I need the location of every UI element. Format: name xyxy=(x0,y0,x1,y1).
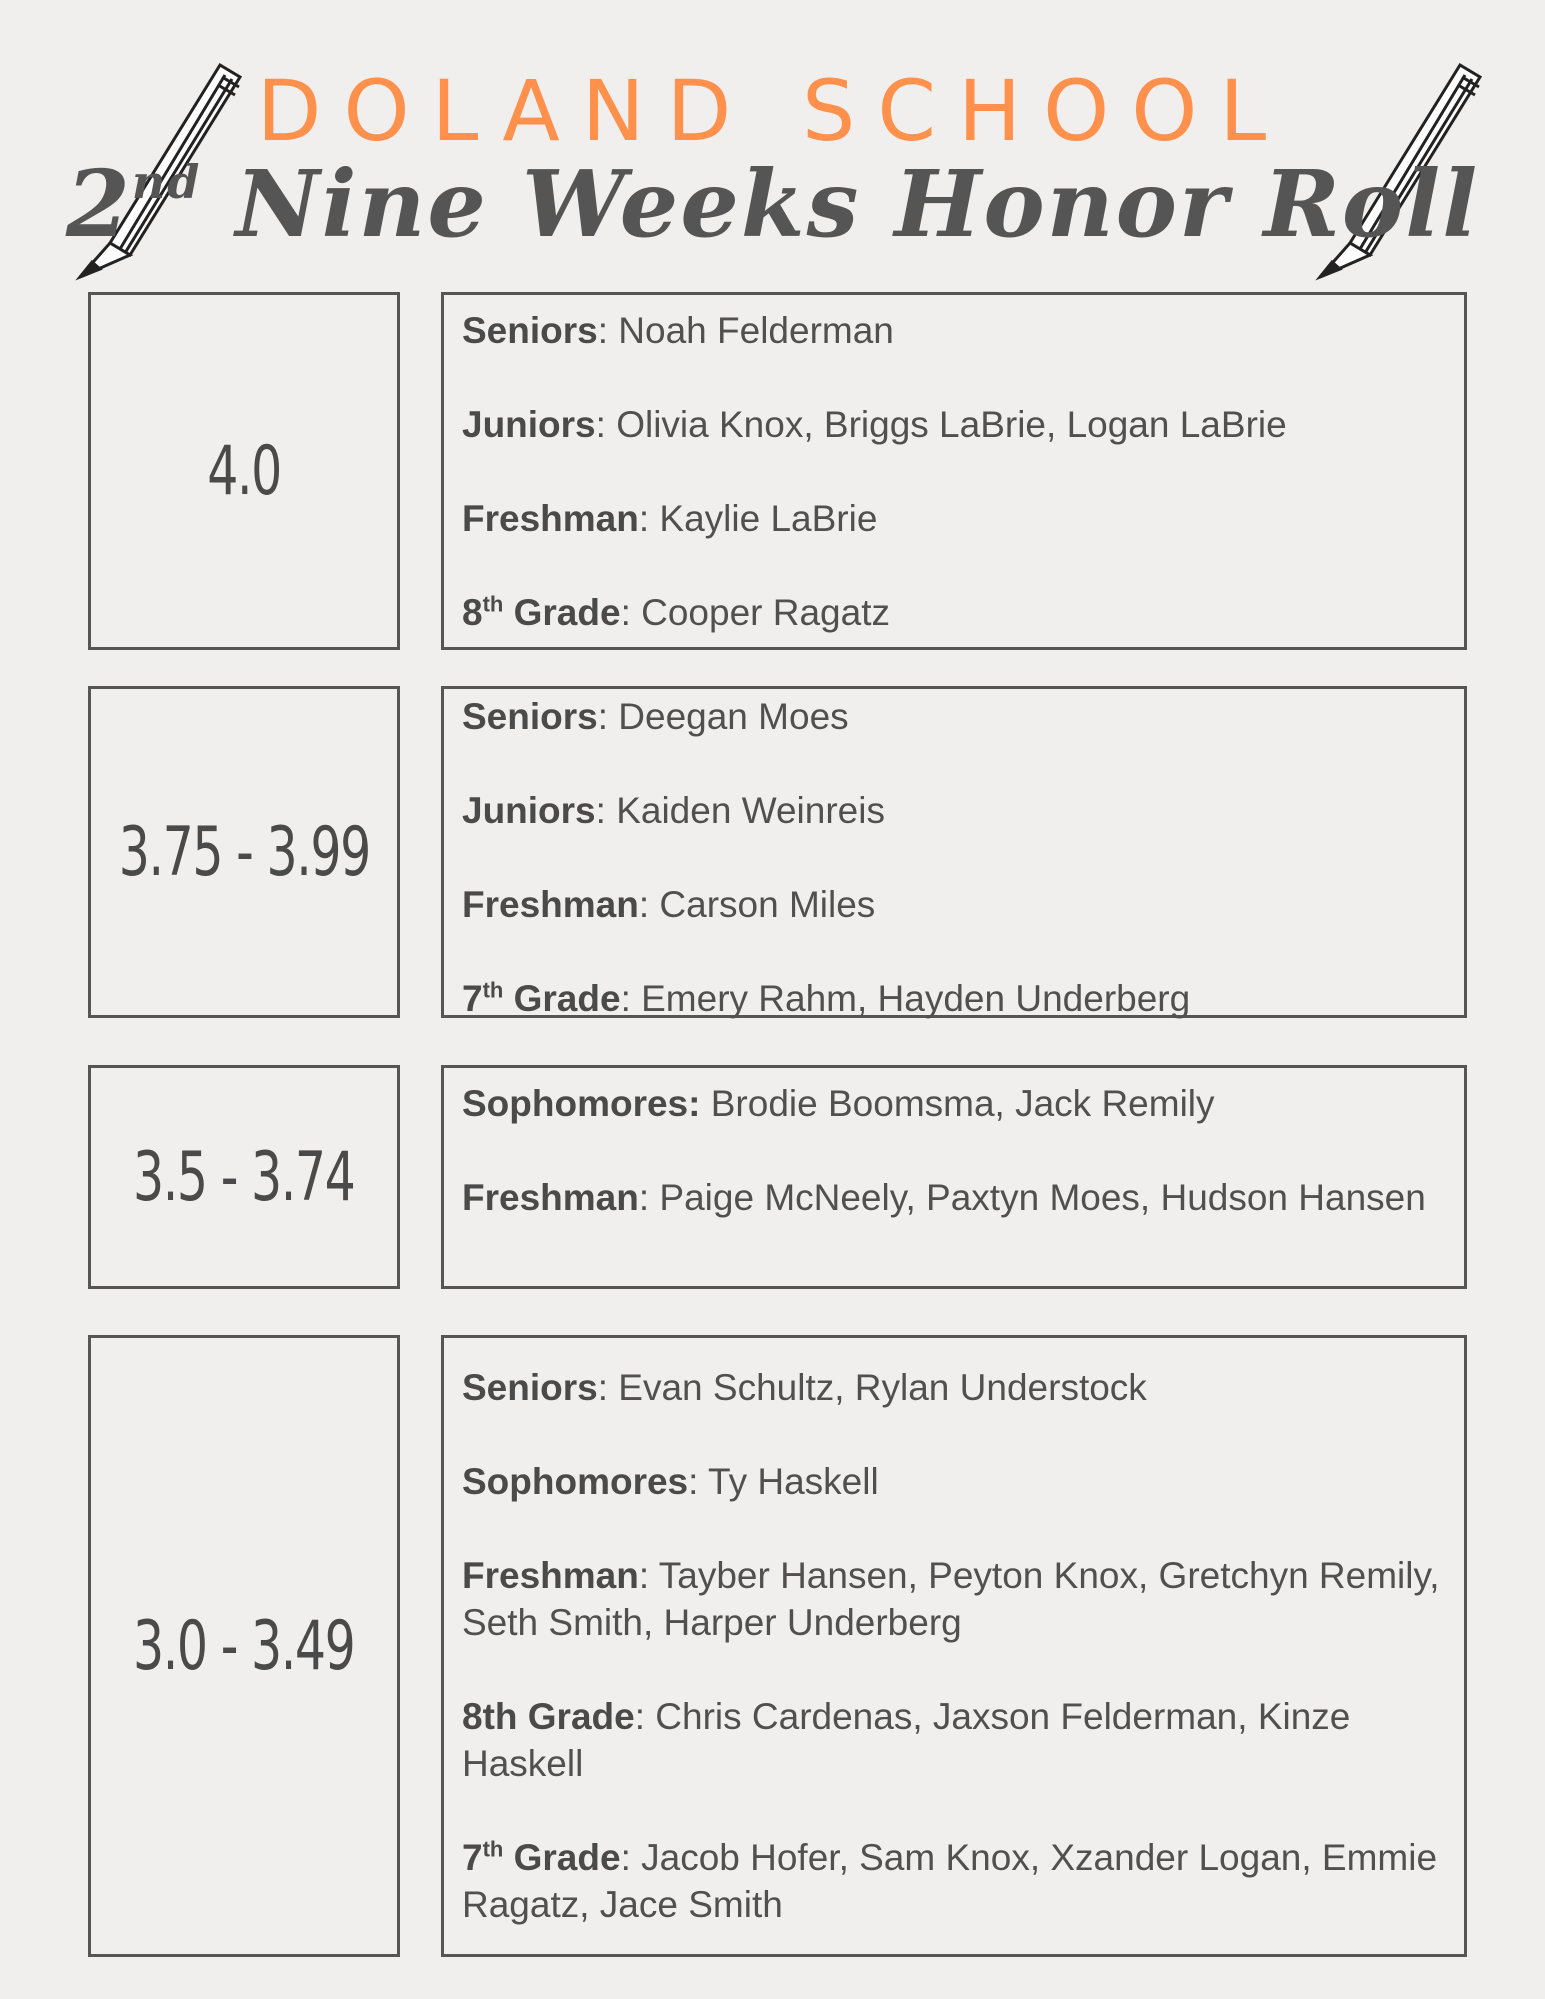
names-box-4-0 xyxy=(441,292,1467,650)
group-seniors: Seniors: Evan Schultz, Rylan Understock xyxy=(462,1367,1147,1408)
names-box-3-5 xyxy=(441,1065,1467,1289)
group-label-sup: th xyxy=(482,977,504,1003)
title-ordinal: 2 xyxy=(65,150,132,258)
group-label: Freshman xyxy=(462,1555,639,1596)
gpa-label: 3.0 - 3.49 xyxy=(133,1606,355,1686)
group-7th-grade: 7th Grade: Jacob Hofer, Sam Knox, Xzander Logan, Emmie Ragatz, Jace Smith xyxy=(462,1836,1438,1925)
group-freshman: Freshman: Paige McNeely, Paxtyn Moes, Hudson Hansen xyxy=(462,1177,1426,1218)
group-names: Carson Miles xyxy=(659,884,876,925)
group-names: Evan Schultz, Rylan Understock xyxy=(618,1367,1147,1408)
group-label: 7 xyxy=(462,1837,483,1878)
gpa-box-3-75 xyxy=(88,686,400,1018)
group-8th-grade: 8th Grade: Chris Cardenas, Jaxson Felderman, Kinze Haskell xyxy=(462,1696,1351,1784)
group-names: Olivia Knox, Briggs LaBrie, Logan LaBrie xyxy=(616,404,1287,445)
group-freshman: Freshman: Carson Miles xyxy=(462,884,876,925)
group-label: Freshman xyxy=(462,498,639,539)
group-7th-grade: 7th Grade: Emery Rahm, Hayden Underberg xyxy=(462,977,1191,1019)
group-seniors: Seniors: Deegan Moes xyxy=(462,696,849,737)
group-label: Juniors xyxy=(462,790,596,831)
group-label-suffix: Grade xyxy=(503,592,621,633)
names-box-3-0 xyxy=(441,1335,1467,1957)
group-label: Sophomores: xyxy=(462,1083,701,1124)
gpa-box-3-5 xyxy=(88,1065,400,1289)
title-ordinal-suffix: nd xyxy=(131,155,202,209)
group-label-suffix: Grade xyxy=(503,978,621,1019)
group-names: Deegan Moes xyxy=(618,696,849,737)
gpa-label: 3.75 - 3.99 xyxy=(118,812,370,892)
group-juniors: Juniors: Kaiden Weinreis xyxy=(462,790,885,831)
group-label: Juniors xyxy=(462,404,596,445)
group-label: Sophomores xyxy=(462,1461,689,1502)
names-box-3-75 xyxy=(441,686,1467,1018)
group-names: Chris Cardenas, Jaxson Felderman, Kinze Haskell xyxy=(462,1696,1351,1784)
group-names: Noah Felderman xyxy=(618,310,894,351)
gpa-label: 4.0 xyxy=(207,431,281,511)
group-label: 8th Grade xyxy=(462,1696,635,1737)
group-label: Freshman xyxy=(462,1177,639,1218)
group-label-sup: th xyxy=(482,591,504,617)
group-sophomores xyxy=(462,1080,1446,1127)
group-names: Brodie Boomsma, Jack Remily xyxy=(700,1083,1215,1124)
group-juniors: Juniors: Olivia Knox, Briggs LaBrie, Logan LaBrie xyxy=(462,404,1287,445)
group-names: Kaylie LaBrie xyxy=(659,498,878,539)
school-name: DOLAND SCHOOL xyxy=(256,62,1289,160)
gpa-box-4-0 xyxy=(88,292,400,650)
group-names: Ty Haskell xyxy=(708,1461,879,1502)
group-label: Seniors xyxy=(462,310,598,351)
group-names: Paige McNeely, Paxtyn Moes, Hudson Hansen xyxy=(659,1177,1426,1218)
group-label-suffix: Grade xyxy=(503,1837,621,1878)
group-label-sup: th xyxy=(482,1836,504,1862)
group-names: Kaiden Weinreis xyxy=(616,790,885,831)
group-label: 8 xyxy=(462,592,483,633)
group-8th-grade: 8th Grade: Cooper Ragatz xyxy=(462,591,890,633)
group-sophomores: Sophomores: Ty Haskell xyxy=(462,1461,879,1502)
group-names: Tayber Hansen, Peyton Knox, Gretchyn Remily, Seth Smith, Harper Underberg xyxy=(462,1555,1440,1643)
title-text: Nine Weeks Honor Roll xyxy=(235,150,1480,258)
group-label: 7 xyxy=(462,978,483,1019)
group-seniors: Seniors: Noah Felderman xyxy=(462,310,894,351)
group-label: Freshman xyxy=(462,884,639,925)
group-freshman: Freshman: Tayber Hansen, Peyton Knox, Gretchyn Remily, Seth Smith, Harper Underberg xyxy=(462,1555,1440,1643)
gpa-box-3-0 xyxy=(88,1335,400,1957)
group-label: Seniors xyxy=(462,696,598,737)
group-names: Jacob Hofer, Sam Knox, Xzander Logan, Emmie Ragatz, Jace Smith xyxy=(462,1837,1438,1925)
page-title xyxy=(0,150,1545,258)
group-freshman: Freshman: Kaylie LaBrie xyxy=(462,498,878,539)
gpa-label: 3.5 - 3.74 xyxy=(133,1137,355,1217)
group-label: Seniors xyxy=(462,1367,598,1408)
group-names: Cooper Ragatz xyxy=(641,592,890,633)
group-names: Emery Rahm, Hayden Underberg xyxy=(641,978,1191,1019)
